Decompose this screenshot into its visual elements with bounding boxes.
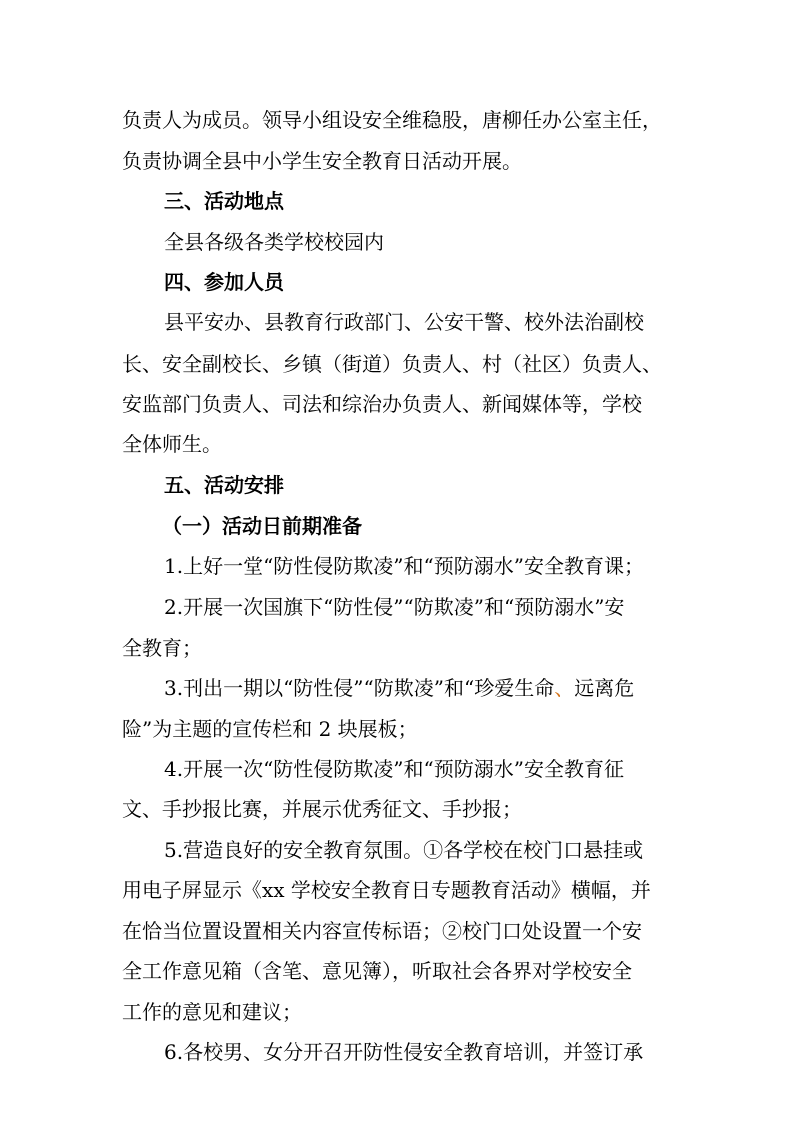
list-item-continuation: 险”为主题的宣传栏和 2 块展板； (122, 717, 418, 741)
section-title: 四、参加人员 (164, 270, 284, 294)
list-item-text: 3.刊出一期以“防性侵”“防欺凌”和“珍爱生命 (164, 676, 555, 700)
paragraph-line: 县平安办、县教育行政部门、公安干警、校外法治副校 (164, 310, 644, 334)
list-item: 5.营造良好的安全教育氛围。①各学校在校门口悬挂或 (164, 838, 644, 862)
paragraph-line: 负责人为成员。领导小组设安全维稳股，唐柳任办公室主任， (122, 108, 662, 132)
section-title: 三、活动地点 (164, 189, 284, 213)
list-item: 1.上好一堂“防性侵防欺凌”和“预防溺水”安全教育课； (164, 554, 644, 578)
list-item-continuation: 在恰当位置设置相关内容宣传标语；②校门口处设置一个安 (122, 919, 642, 943)
paragraph-line: 负责协调全县中小学生安全教育日活动开展。 (122, 149, 522, 173)
highlight-mark: 、 (554, 676, 575, 700)
list-item-continuation: 用电子屏显示《xx 学校安全教育日专题教育活动》横幅，并 (122, 878, 651, 902)
list-item-continuation: 工作的意见和建议； (122, 1000, 302, 1024)
paragraph-line: 长、安全副校长、乡镇（街道）负责人、村（社区）负责人、 (122, 352, 662, 376)
list-item (122, 675, 672, 701)
list-item-continuation: 全工作意见箱（含笔、意见簿），听取社会各界对学校安全 (122, 959, 632, 983)
list-item: 6.各校男、女分开召开防性侵安全教育培训，并签订承 (164, 1040, 644, 1064)
list-item-continuation: 全教育； (122, 636, 202, 660)
subsection-title: （一）活动日前期准备 (162, 514, 362, 538)
paragraph-line: 安监部门负责人、司法和综治办负责人、新闻媒体等，学校 (122, 392, 642, 416)
list-item: 2.开展一次国旗下“防性侵”“防欺凌”和“预防溺水”安 (164, 595, 625, 619)
paragraph-line: 全县各级各类学校校园内 (164, 230, 384, 254)
list-item: 4.开展一次“防性侵防欺凌”和“预防溺水”安全教育征 (164, 757, 624, 781)
list-item-continuation: 文、手抄报比赛，并展示优秀征文、手抄报； (122, 797, 522, 821)
list-item-text: 远离危 (574, 676, 635, 700)
paragraph-line: 全体师生。 (122, 432, 222, 456)
section-title: 五、活动安排 (164, 473, 284, 497)
